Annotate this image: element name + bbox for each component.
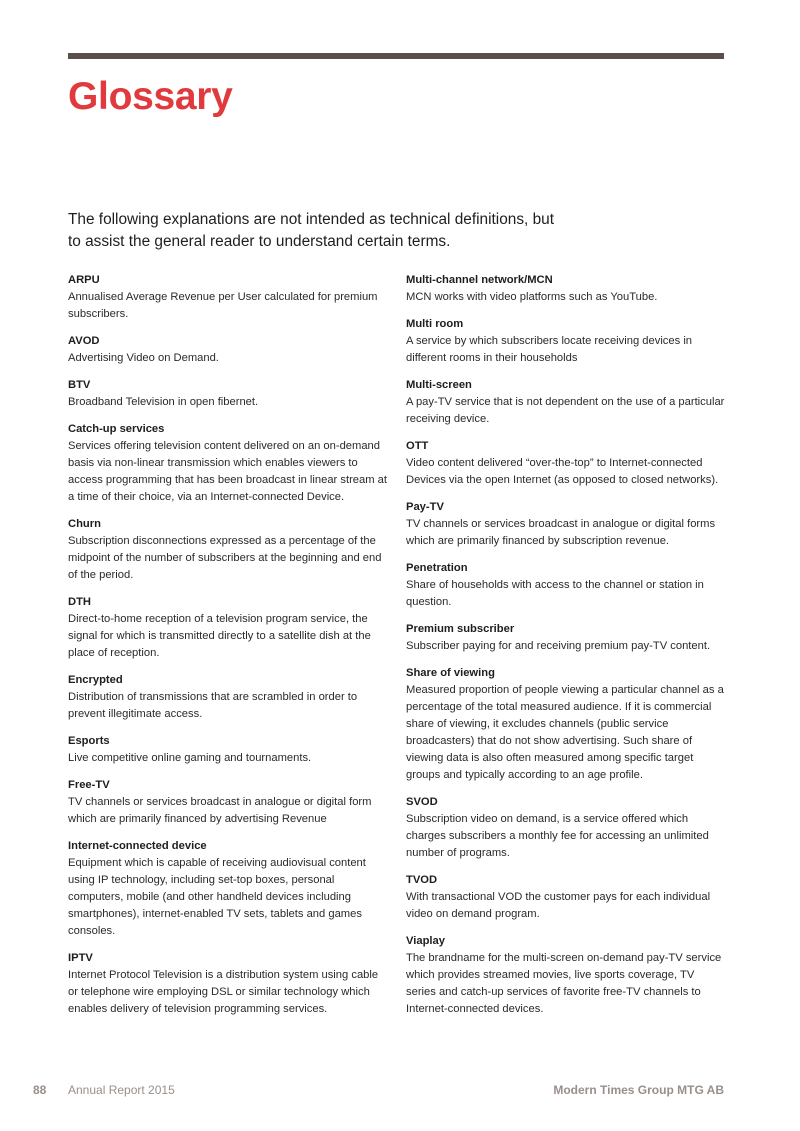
glossary-definition: Annualised Average Revenue per User calculated for premium subscribers.: [68, 291, 378, 320]
glossary-entry: [68, 333, 388, 367]
glossary-term: Internet-connected device: [68, 840, 207, 852]
glossary-column-right: [406, 272, 726, 1028]
glossary-entry: [68, 950, 388, 1018]
glossary-term: Encrypted: [68, 674, 123, 686]
glossary-definition: Share of households with access to the channel or station in question.: [406, 579, 704, 608]
glossary-definition: Broadband Television in open fibernet.: [68, 396, 259, 408]
glossary-term: Premium subscriber: [406, 623, 515, 635]
glossary-entry: [406, 933, 726, 1018]
glossary-entry: [68, 594, 388, 662]
glossary-entry: [68, 777, 388, 828]
glossary-entry: [406, 621, 726, 655]
footer-report-title: Annual Report 2015: [68, 1083, 175, 1097]
glossary-term: Multi-screen: [406, 379, 472, 391]
glossary-definition: With transactional VOD the customer pays for each individual video on demand program.: [406, 891, 711, 920]
glossary-entry: [406, 794, 726, 862]
glossary-definition: The brandname for the multi-screen on-demand pay-TV service which provides streamed movies, live sports coverage, TV series and catch-up services of favorite free-TV channels to Internet-connected devices.: [406, 952, 722, 1015]
glossary-entry: [68, 516, 388, 584]
page-number: 88: [33, 1083, 47, 1097]
glossary-definition: Measured proportion of people viewing a particular channel as a percentage of the total measured audience. If it is commercial share of viewing, it excludes channels (public service broadcasters) that do not show advertising. Such share of viewing data is also often measured among specific target groups and typically according to an age profile.: [406, 684, 724, 781]
glossary-term: Esports: [68, 735, 110, 747]
glossary-definition: TV channels or services broadcast in analogue or digital forms which are primarily financed by subscription revenue.: [406, 518, 716, 547]
glossary-definition: TV channels or services broadcast in analogue or digital form which are primarily financed by advertising Revenue: [68, 796, 372, 825]
glossary-definition: Subscriber paying for and receiving premium pay-TV content.: [406, 640, 711, 652]
glossary-term: Churn: [68, 518, 101, 530]
glossary-entry: [68, 672, 388, 723]
glossary-definition: Equipment which is capable of receiving audiovisual content using IP technology, including set-top boxes, personal computers, mobile (and other handheld devices including smartphones), internet-enabled TV sets, tablets and games consoles.: [68, 857, 366, 937]
glossary-term: OTT: [406, 440, 429, 452]
glossary-term: BTV: [68, 379, 91, 391]
glossary-definition: MCN works with video platforms such as YouTube.: [406, 291, 658, 303]
glossary-entry: [68, 838, 388, 940]
glossary-entry: [406, 377, 726, 428]
glossary-definition: Video content delivered “over-the-top” to Internet-connected Devices via the open Internet (as opposed to closed networks).: [406, 457, 719, 486]
glossary-entry: [68, 272, 388, 323]
glossary-entry: [406, 872, 726, 923]
glossary-term: Viaplay: [406, 935, 445, 947]
glossary-term: SVOD: [406, 796, 438, 808]
glossary-definition: Subscription video on demand, is a service offered which charges subscribers a monthly fee for accessing an unlimited number of programs.: [406, 813, 709, 859]
glossary-term: Multi room: [406, 318, 464, 330]
glossary-term: TVOD: [406, 874, 438, 886]
footer-company-name: Modern Times Group MTG AB: [553, 1083, 724, 1097]
glossary-definition: Advertising Video on Demand.: [68, 352, 219, 364]
glossary-entry: [406, 499, 726, 550]
glossary-entry: [68, 377, 388, 411]
glossary-term: DTH: [68, 596, 91, 608]
glossary-term: IPTV: [68, 952, 93, 964]
glossary-term: Free-TV: [68, 779, 110, 791]
glossary-entry: [406, 560, 726, 611]
intro-text: The following explanations are not intended as technical definitions, but to assist the general reader to understand certain terms.: [68, 211, 554, 250]
glossary-definition: Live competitive online gaming and tournaments.: [68, 752, 312, 764]
glossary-term: Multi-channel network/MCN: [406, 274, 553, 286]
page-title: Glossary: [68, 75, 233, 118]
glossary-column-left: [68, 272, 388, 1028]
glossary-entry: [406, 438, 726, 489]
glossary-term: Catch-up services: [68, 423, 165, 435]
glossary-term: ARPU: [68, 274, 100, 286]
glossary-entry: [406, 272, 726, 306]
header-rule: [68, 53, 724, 59]
glossary-definition: A pay-TV service that is not dependent on the use of a particular receiving device.: [406, 396, 725, 425]
glossary-definition: Internet Protocol Television is a distribution system using cable or telephone wire employing DSL or similar technology which enables delivery of television programming services.: [68, 969, 379, 1015]
glossary-term: AVOD: [68, 335, 100, 347]
glossary-entry: [406, 316, 726, 367]
glossary-term: Share of viewing: [406, 667, 495, 679]
glossary-definition: Distribution of transmissions that are scrambled in order to prevent illegitimate access.: [68, 691, 358, 720]
glossary-term: Penetration: [406, 562, 468, 574]
glossary-definition: Subscription disconnections expressed as a percentage of the midpoint of the number of subscribers at the beginning and end of the period.: [68, 535, 382, 581]
glossary-entry: [68, 733, 388, 767]
glossary-definition: Services offering television content delivered on an on-demand basis via non-linear transmission which enables viewers to access programming that has been broadcast in linear stream at a time of their choice, via an Internet-connected Device.: [68, 440, 388, 503]
glossary-entry: [68, 421, 388, 506]
glossary-term: Pay-TV: [406, 501, 444, 513]
glossary-definition: Direct-to-home reception of a television program service, the signal for which is transmitted directly to a satellite dish at the place of reception.: [68, 613, 371, 659]
glossary-entry: [406, 665, 726, 784]
glossary-definition: A service by which subscribers locate receiving devices in different rooms in their households: [406, 335, 693, 364]
